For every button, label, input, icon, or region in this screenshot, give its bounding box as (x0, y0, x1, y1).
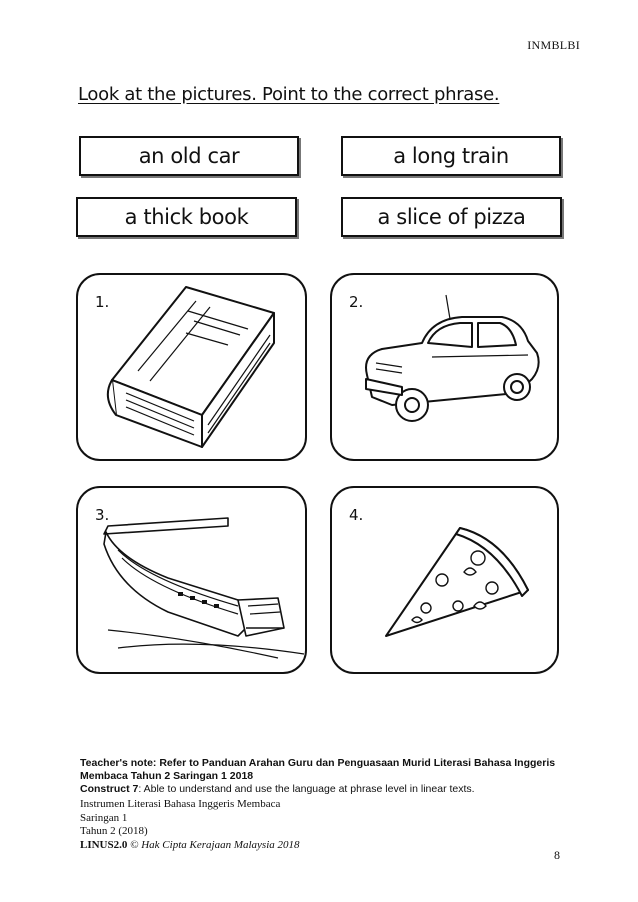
construct-text: : Able to understand and use the language at phrase level in linear texts. (138, 783, 475, 795)
construct-label: Construct 7 (80, 783, 139, 795)
picture-number: 2. (349, 293, 364, 311)
footer-line-4 (80, 839, 300, 853)
footer-brand: LINUS2.0 (80, 838, 128, 851)
picture-card-1[interactable] (76, 273, 307, 461)
book-icon (78, 275, 307, 461)
car-icon (332, 275, 559, 461)
train-icon (78, 488, 307, 674)
picture-card-2[interactable] (330, 273, 559, 461)
teachers-note (80, 757, 564, 783)
footer-line-1: Instrumen Literasi Bahasa Inggeris Membaca (80, 798, 281, 810)
instruction-heading: Look at the pictures. Point to the correct phrase. (78, 84, 500, 105)
phrase-box-old-car[interactable]: an old car (79, 136, 299, 176)
footer-copyright: © Hak Cipta Kerajaan Malaysia 2018 (130, 838, 300, 851)
phrase-box-long-train[interactable]: a long train (341, 136, 561, 176)
footer-line-3: Tahun 2 (2018) (80, 825, 148, 837)
picture-card-4[interactable] (330, 486, 559, 674)
pizza-slice-icon (332, 488, 559, 674)
picture-card-3[interactable] (76, 486, 307, 674)
picture-number: 4. (349, 506, 364, 524)
phrase-box-slice-of-pizza[interactable]: a slice of pizza (341, 197, 562, 237)
teachers-note-text: Teacher's note: Refer to Panduan Arahan Guru dan Penguasaan Murid Literasi Bahasa Inggeris Membaca Tahun 2 Saringan 1 2018 (80, 757, 556, 782)
document-code: INMBLBI (527, 38, 580, 52)
picture-number: 1. (95, 293, 110, 311)
footer (80, 798, 300, 852)
picture-number: 3. (95, 506, 110, 524)
construct-note (80, 783, 475, 795)
footer-line-2: Saringan 1 (80, 811, 128, 824)
phrase-box-thick-book[interactable]: a thick book (76, 197, 297, 237)
page-number: 8 (554, 848, 560, 862)
